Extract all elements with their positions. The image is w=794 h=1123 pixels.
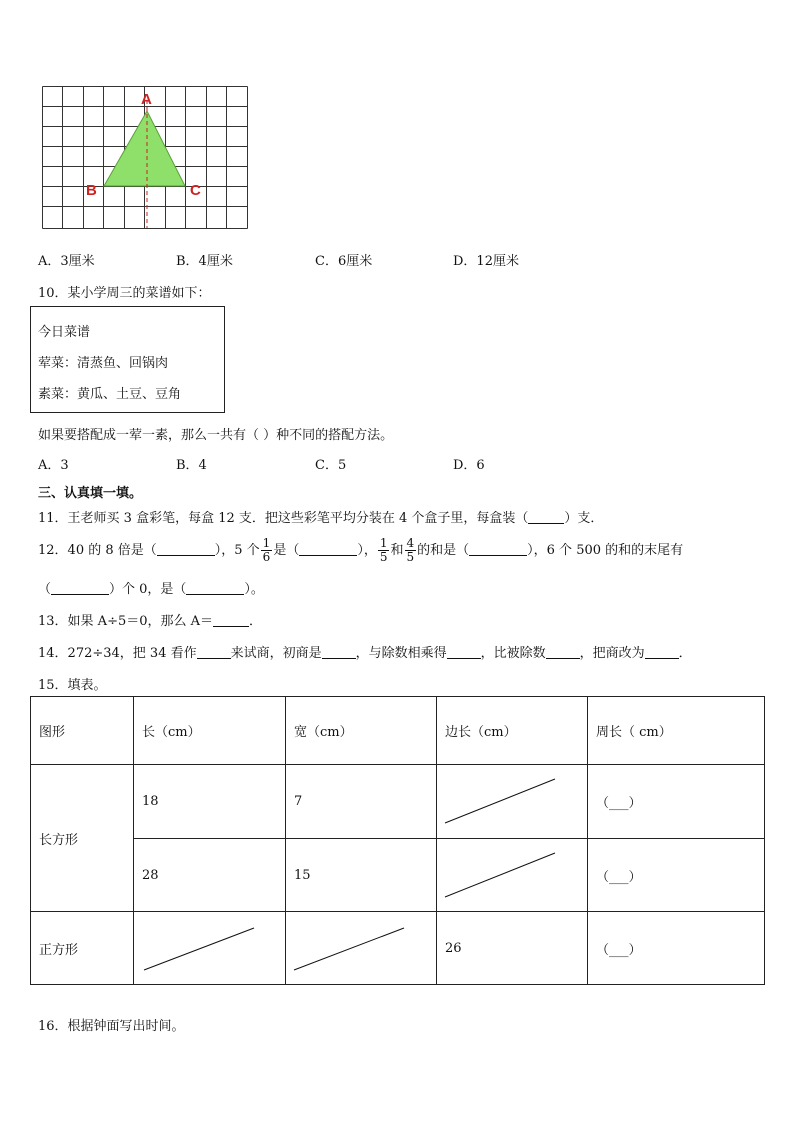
q14-blank-5[interactable] xyxy=(645,646,679,659)
fraction-4-5-den: 5 xyxy=(406,550,415,564)
fraction-4-5-num: 4 xyxy=(406,536,415,550)
square-length-na xyxy=(134,912,286,985)
menu-meat: 荤菜：清蒸鱼、回锅肉 xyxy=(38,356,169,371)
square-width-na xyxy=(286,912,437,985)
q14 xyxy=(38,642,692,661)
q12-p2: ），5 个 xyxy=(214,543,260,558)
q12-p4: ）， xyxy=(357,543,377,558)
header-width: 宽（cm） xyxy=(286,697,437,765)
q16-stem: 16．根据钟面写出时间。 xyxy=(38,1019,185,1034)
fraction-1-6-num: 1 xyxy=(262,536,271,550)
table-row xyxy=(31,765,765,839)
q12-p5: 和 xyxy=(390,543,404,558)
section-3-title: 三、认真填一填。 xyxy=(38,486,143,501)
q13-blank[interactable] xyxy=(213,614,249,627)
q14-e: ，把商改为 xyxy=(579,646,645,661)
fraction-1-5-num: 1 xyxy=(379,536,388,550)
q13-text-b: ． xyxy=(249,614,263,629)
menu-veg: 素菜：黄瓜、土豆、豆角 xyxy=(38,387,182,402)
fill-in-table xyxy=(30,696,765,985)
rect2-length: 28 xyxy=(134,839,286,912)
q12-blank-5[interactable] xyxy=(186,582,244,595)
table-header-row xyxy=(31,697,765,765)
q12-p3: 是（ xyxy=(273,543,300,558)
header-side: 边长（cm） xyxy=(437,697,588,765)
diagonal-slash xyxy=(437,839,588,912)
grid-svg xyxy=(42,86,252,234)
q11-text-a: 11．王老师买 3 盒彩笔，每盒 12 支．把这些彩笔平均分装在 4 个盒子里，每盒装（ xyxy=(38,511,529,526)
fraction-1-6-den: 6 xyxy=(262,550,271,564)
q12-p6: 的和是（ xyxy=(417,543,470,558)
square-label: 正方形 xyxy=(31,912,134,985)
q14-d: ，比被除数 xyxy=(480,646,546,661)
q14-c: ，与除数相乘得 xyxy=(355,646,447,661)
q12-blank-2[interactable] xyxy=(299,543,357,556)
rect2-perimeter[interactable]: （___） xyxy=(588,839,765,912)
fraction-1-6 xyxy=(261,537,273,564)
diagonal-slash xyxy=(286,912,437,985)
rect1-length: 18 xyxy=(134,765,286,839)
q12-l2b: ）个 0，是（ xyxy=(109,582,187,597)
q14-blank-1[interactable] xyxy=(197,646,231,659)
q12-p7: ），6 个 500 的和的末尾有 xyxy=(527,543,684,558)
q10-option-d: D．6 xyxy=(453,458,485,473)
q11-text-b: ）支． xyxy=(564,511,604,526)
q12-blank-3[interactable] xyxy=(469,543,527,556)
fraction-1-5-den: 5 xyxy=(379,550,388,564)
rect1-perimeter[interactable]: （___） xyxy=(588,765,765,839)
menu-title: 今日菜谱 xyxy=(38,325,91,340)
q9-option-c: C．6厘米 xyxy=(315,254,373,269)
table-row xyxy=(31,839,765,912)
q13 xyxy=(38,610,262,629)
q12-l2c: ）。 xyxy=(244,582,264,597)
fraction-4-5 xyxy=(405,537,417,564)
q15-stem: 15．填表。 xyxy=(38,678,107,693)
q10-stem: 10．某小学周三的菜谱如下： xyxy=(38,286,211,301)
label-c: C xyxy=(190,182,201,199)
q12-blank-4[interactable] xyxy=(51,582,109,595)
q11 xyxy=(38,507,603,526)
q14-blank-4[interactable] xyxy=(546,646,580,659)
triangle-grid-figure xyxy=(42,86,252,238)
q10-option-b: B．4 xyxy=(176,458,207,473)
square-perimeter[interactable]: （___） xyxy=(588,912,765,985)
rect2-side-na xyxy=(437,839,588,912)
q13-text-a: 13．如果 A÷5＝0，那么 A＝ xyxy=(38,614,214,629)
q9-option-d: D．12厘米 xyxy=(453,254,519,269)
q14-blank-2[interactable] xyxy=(322,646,356,659)
q12-line1 xyxy=(38,533,683,569)
q12-p1: 12．40 的 8 倍是（ xyxy=(38,543,157,558)
q14-b: 来试商，初商是 xyxy=(230,646,322,661)
q9-option-b: B．4厘米 xyxy=(176,254,233,269)
q9-option-a: A．3厘米 xyxy=(38,254,95,269)
header-length: 长（cm） xyxy=(134,697,286,765)
q14-blank-3[interactable] xyxy=(447,646,481,659)
label-b: B xyxy=(86,182,97,199)
q12-blank-1[interactable] xyxy=(157,543,215,556)
diagonal-slash xyxy=(437,765,588,839)
q10-option-a: A．3 xyxy=(38,458,69,473)
rectangle-label: 长方形 xyxy=(31,765,134,912)
q10-question: 如果要搭配成一荤一素，那么一共有（ ）种不同的搭配方法。 xyxy=(38,428,394,443)
rect1-width: 7 xyxy=(286,765,437,839)
rect1-side-na xyxy=(437,765,588,839)
q14-a: 14．272÷34，把 34 看作 xyxy=(38,646,197,661)
q11-blank[interactable] xyxy=(528,511,564,524)
q14-f: ． xyxy=(678,646,692,661)
rect2-width: 15 xyxy=(286,839,437,912)
q12-l2a: （ xyxy=(38,582,52,597)
label-a: A xyxy=(141,91,152,108)
square-side: 26 xyxy=(437,912,588,985)
diagonal-slash xyxy=(134,912,286,985)
q12-line2 xyxy=(38,578,264,597)
menu-box xyxy=(30,306,225,413)
q10-option-c: C．5 xyxy=(315,458,347,473)
header-shape: 图形 xyxy=(31,697,134,765)
header-perimeter: 周长（ cm） xyxy=(588,697,765,765)
green-triangle xyxy=(104,111,185,186)
fraction-1-5 xyxy=(378,537,390,564)
table-row xyxy=(31,912,765,985)
